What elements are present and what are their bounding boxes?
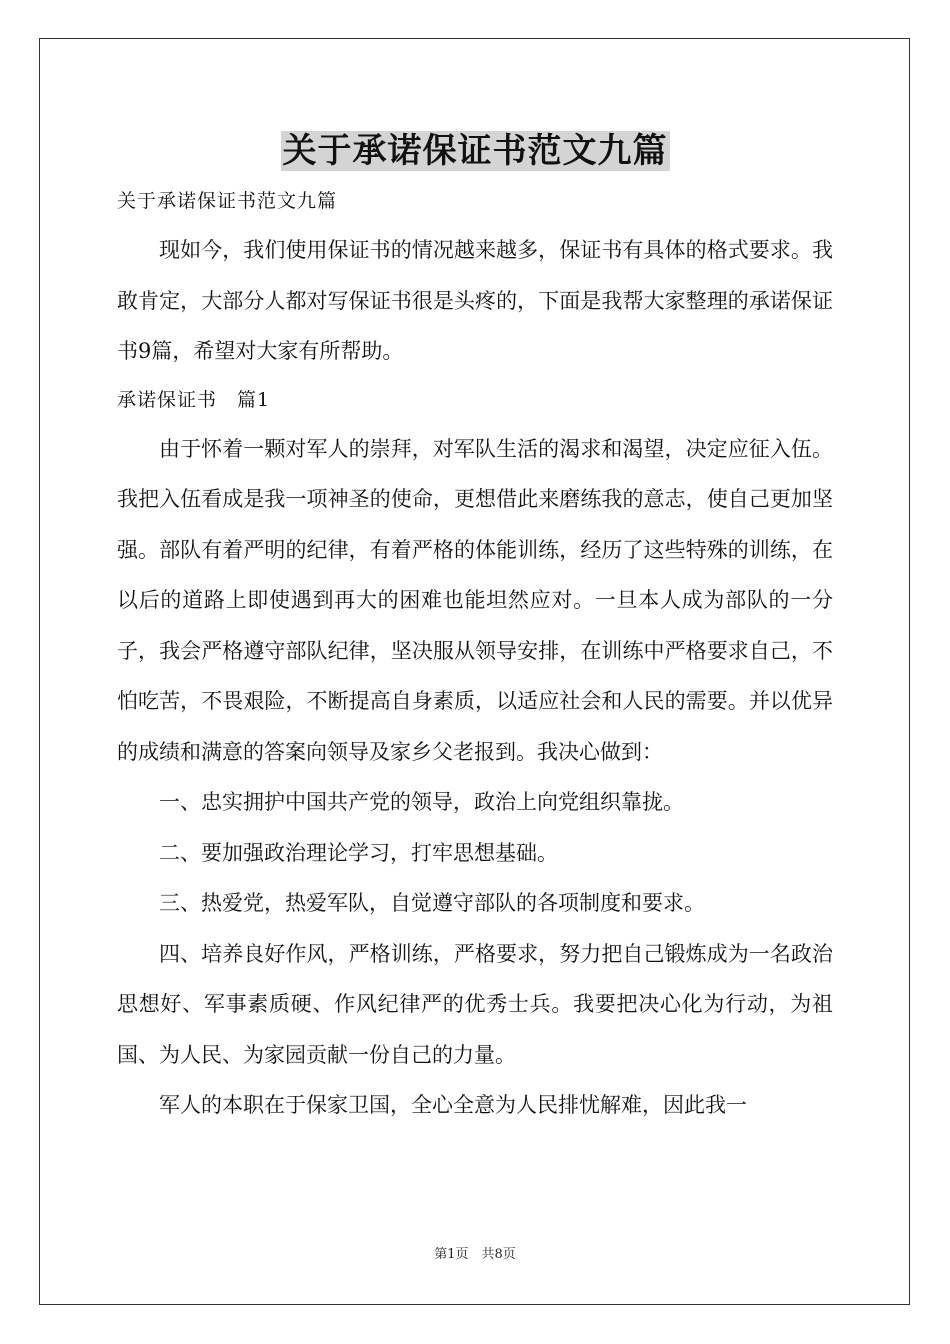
pledge-item-4: 四、培养良好作风，严格训练，严格要求，努力把自己锻炼成为一名政治思想好、军事素质硬、作风纪律严的优秀士兵。我要把决心化为行动，为祖国、为人民、为家园贡献一份自己的力量。 — [117, 941, 833, 1067]
pledge-item-3: 三、热爱党，热爱军队，自觉遵守部队的各项制度和要求。 — [159, 891, 705, 915]
page-footer — [0, 1246, 950, 1264]
document-title — [0, 128, 950, 174]
body-paragraph-continued: 军人的本职在于保家卫国，全心全意为人民排忧解难，因此我一 — [159, 1093, 747, 1117]
section-heading: 承诺保证书 篇1 — [117, 388, 271, 411]
intro-paragraph: 现如今，我们使用保证书的情况越来越多，保证书有具体的格式要求。我敢肯定，大部分人都对写保证书很是头疼的，下面是我帮大家整理的承诺保证书9篇，希望对大家有所帮助。 — [117, 238, 833, 363]
pledge-item-2: 二、要加强政治理论学习，打牢思想基础。 — [159, 840, 558, 865]
document-body — [117, 178, 833, 1131]
body-paragraph: 由于怀着一颗对军人的崇拜，对军队生活的渴求和渴望，决定应征入伍。我把入伍看成是我一项神圣的使命，更想借此来磨练我的意志，使自己更加坚强。部队有着严明的纪律，有着严格的体能训练，经历了这些特殊的训练，在以后的道路上即使遇到再大的困难也能坦然应对。一旦本人成为部队的一分子，我会严格遵守部队纪律，坚决服从领导安排，在训练中严格要求自己，不怕吃苦，不畏艰险，不断提高自身素质，以适应社会和人民的需要。并以优异的成绩和满意的答案向领导及家乡父老报到。我决心做到： — [117, 436, 833, 764]
page-number: 第1页 共8页 — [434, 1247, 516, 1262]
document-title-text: 关于承诺保证书范文九篇 — [282, 131, 668, 171]
pledge-item-1: 一、忠实拥护中国共产党的领导，政治上向党组织靠拢。 — [159, 790, 684, 814]
subtitle-line: 关于承诺保证书范文九篇 — [117, 190, 338, 212]
